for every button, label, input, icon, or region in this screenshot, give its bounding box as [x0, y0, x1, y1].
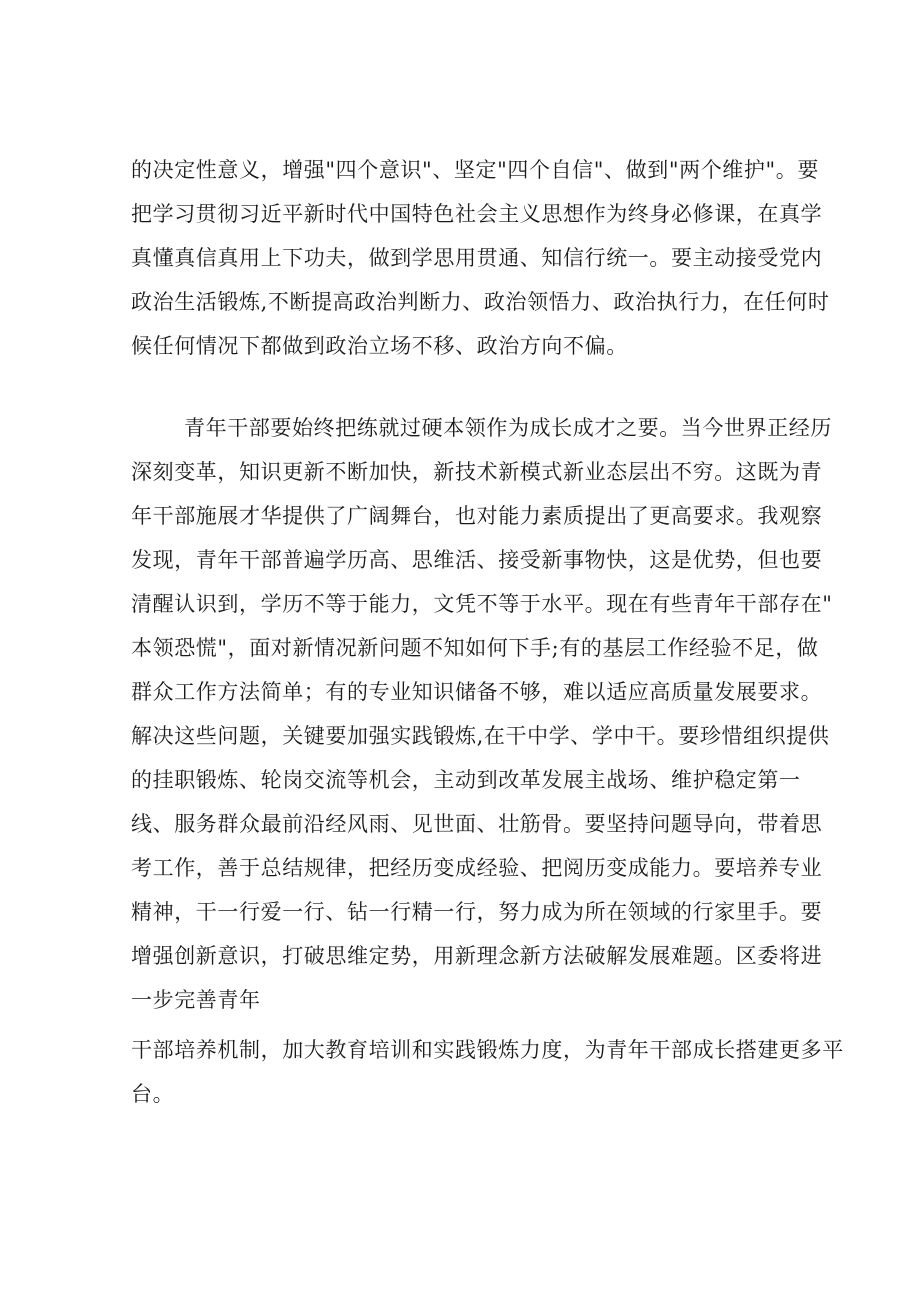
text-line: 候任何情况下都做到政治立场不移、政治方向不偏。 [131, 334, 628, 358]
text-line: 的挂职锻炼、轮岗交流等机会，主动到改革发展主战场、维护稳定第一 [131, 768, 801, 792]
text-line: 政治生活锻炼,不断提高政治判断力、政治领悟力、政治执行力，在任何时 [131, 290, 830, 314]
text-line: 干部培养机制，加大教育培训和实践锻炼力度，为青年干部成长搭建更多平 [131, 1038, 844, 1062]
text-line: 线、服务群众最前沿经风雨、见世面、壮筋骨。要坚持问题导向，带着思 [131, 812, 823, 836]
text-line: 清醒认识到，学历不等于能力，文凭不等于水平。现在有些青年干部存在" [131, 592, 833, 616]
text-line: 精神，干一行爱一行、钻一行精一行，努力成为所在领域的行家里手。要 [131, 900, 823, 924]
text-line: 发现，青年干部普遍学历高、思维活、接受新事物快，这是优势，但也要 [131, 548, 823, 572]
paragraph-first-line: 青年干部要始终把练就过硬本领作为成长成才之要。当今世界正经历 [184, 416, 832, 440]
text-line: 台。 [131, 1082, 175, 1106]
text-line: 年干部施展才华提供了广阔舞台，也对能力素质提出了更高要求。我观察 [131, 504, 823, 528]
text-line: 考工作，善于总结规律，把经历变成经验、把阅历变成能力。要培养专业 [131, 856, 823, 880]
text-line: 本领恐慌"，面对新情况新问题不知如何下手;有的基层工作经验不足，做 [131, 636, 819, 660]
text-line: 真懂真信真用上下功夫，做到学思用贯通、知信行统一。要主动接受党内 [131, 246, 823, 270]
text-line: 一步完善青年 [131, 988, 261, 1012]
text-line: 群众工作方法简单；有的专业知识储备不够，难以适应高质量发展要求。 [131, 680, 823, 704]
text-line: 解决这些问题，关键要加强实践锻炼,在干中学、学中干。要珍惜组织提供 [131, 724, 830, 748]
text-line: 的决定性意义，增强"四个意识"、坚定"四个自信"、做到"两个维护"。要 [131, 158, 819, 182]
text-line: 深刻变革，知识更新不断加快，新技术新模式新业态层出不穷。这既为青 [131, 460, 823, 484]
text-line: 增强创新意识，打破思维定势，用新理念新方法破解发展难题。区委将进 [131, 944, 823, 968]
text-line: 把学习贯彻习近平新时代中国特色社会主义思想作为终身必修课，在真学 [131, 202, 823, 226]
